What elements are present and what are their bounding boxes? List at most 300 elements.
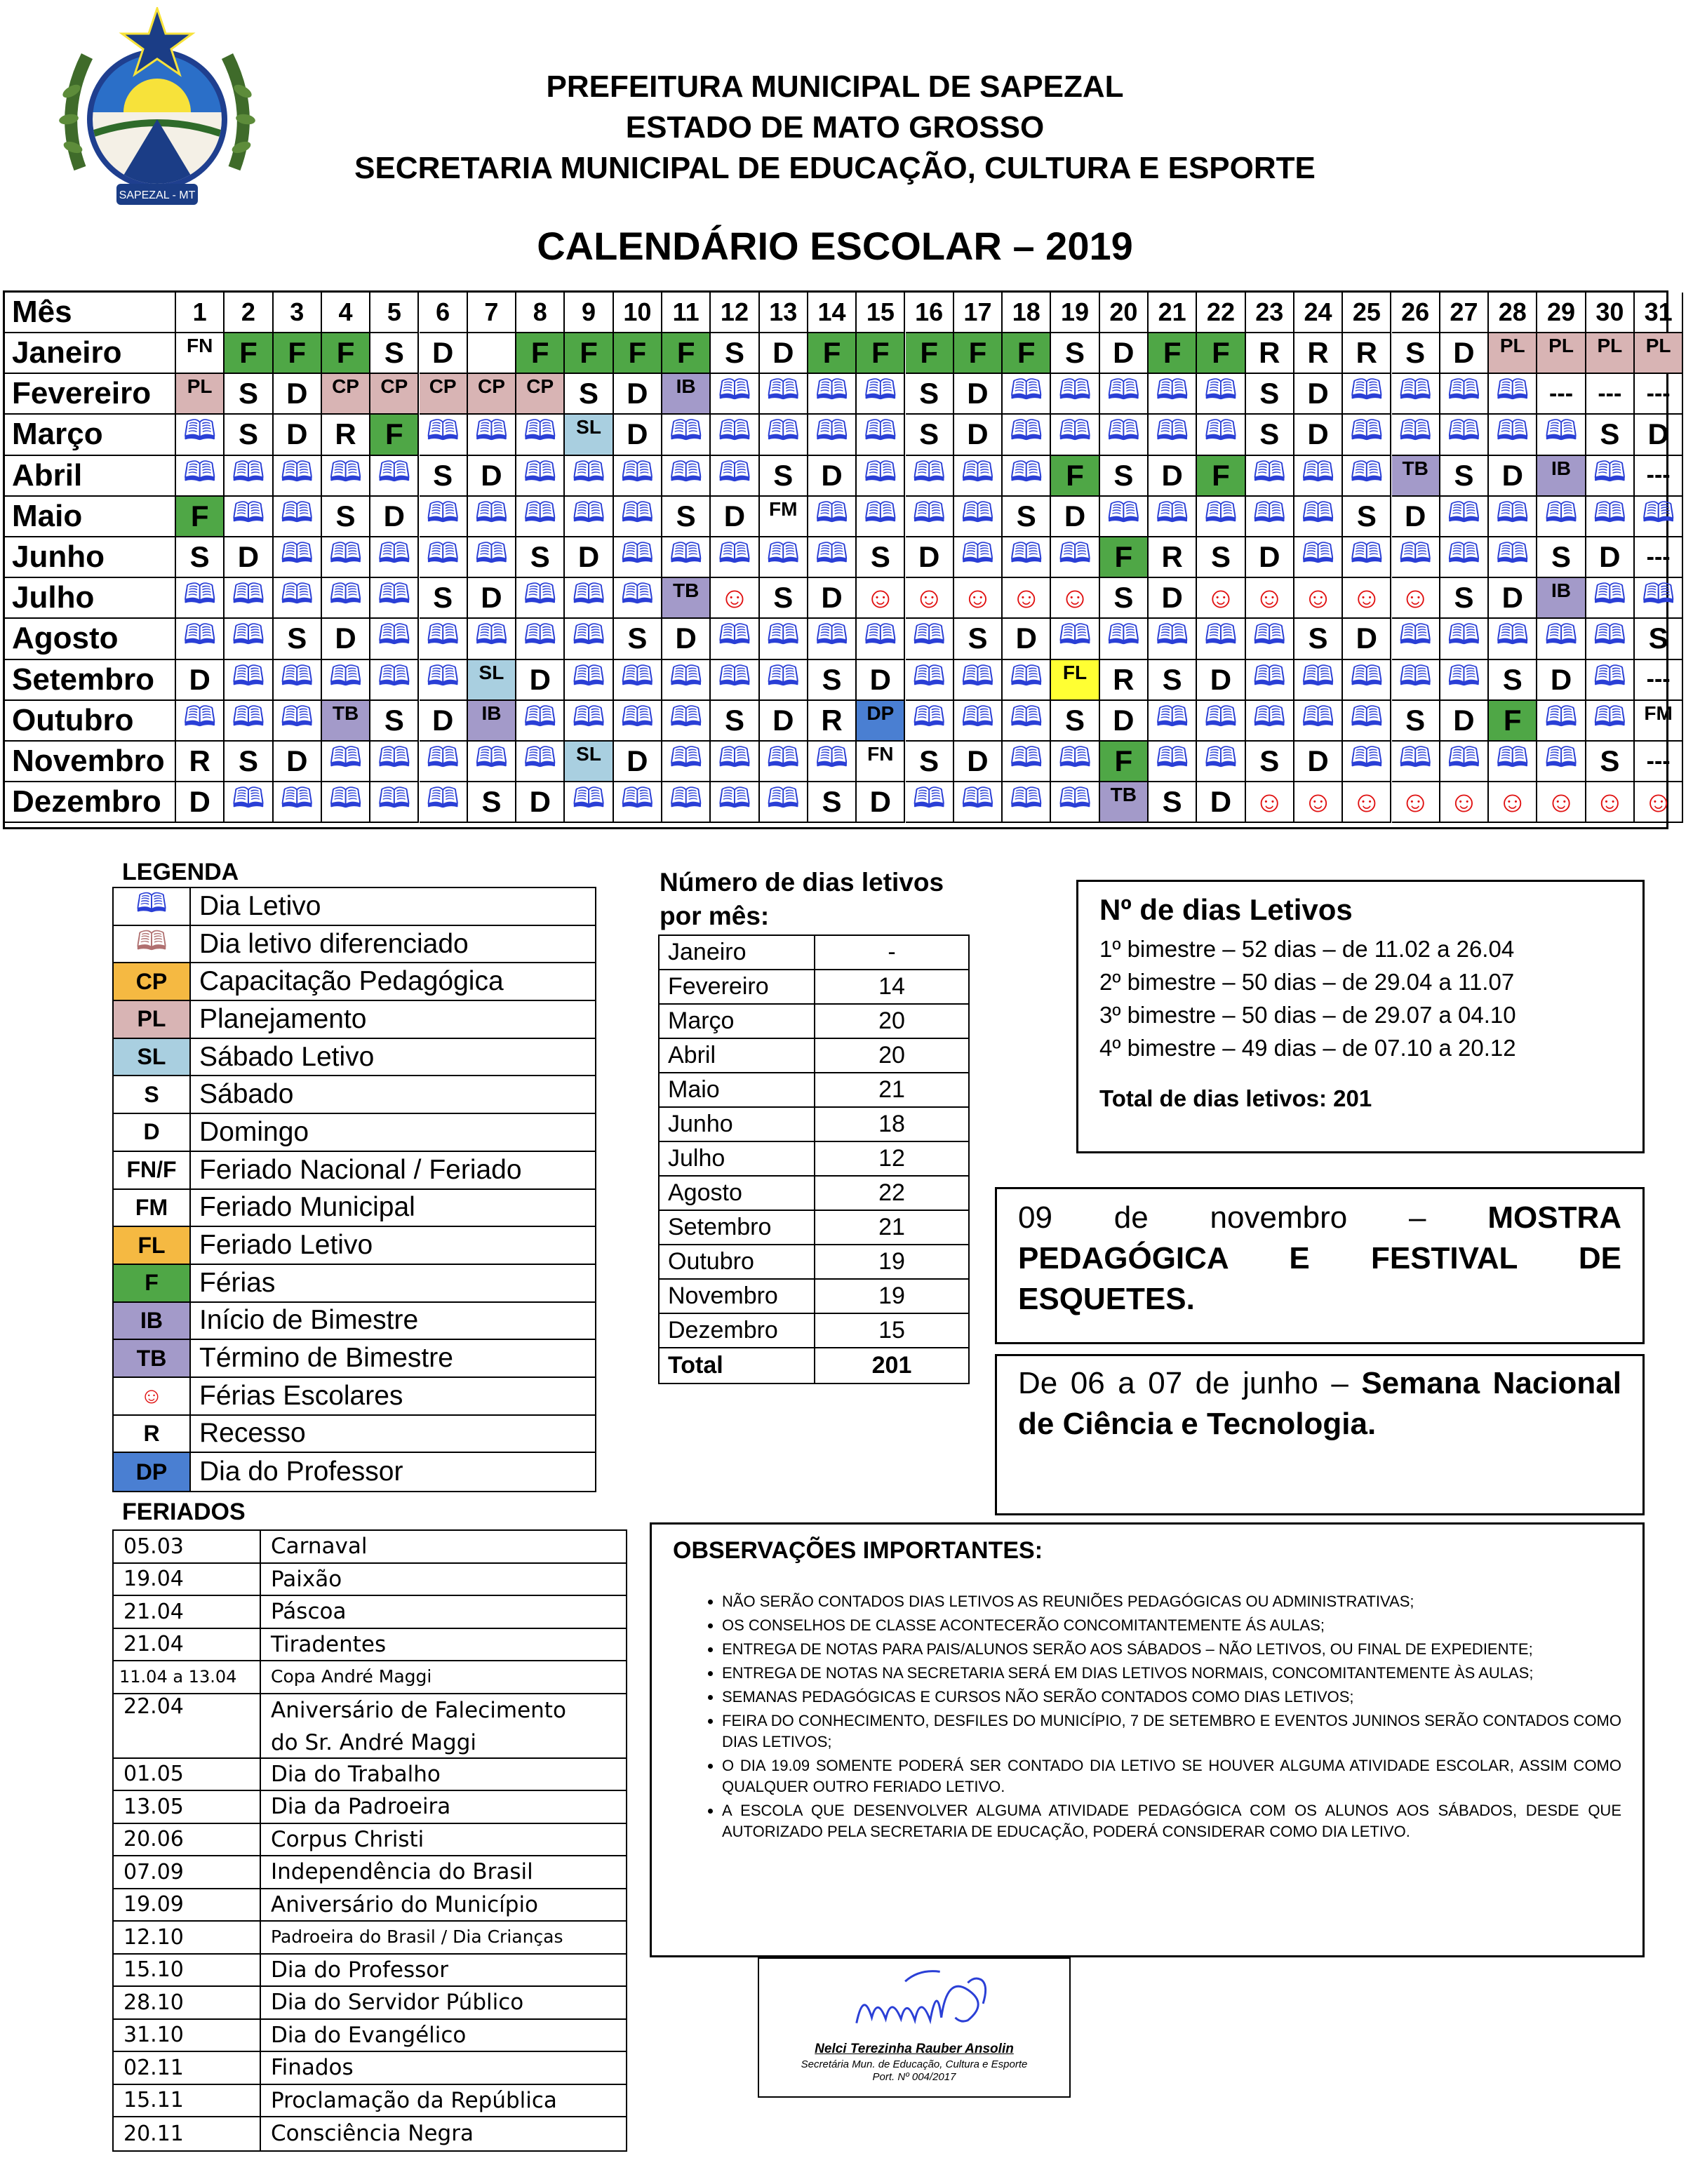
book-icon: 🕮 [572, 497, 605, 528]
feriado-row [114, 1531, 626, 1564]
month-name: Abril [5, 456, 176, 497]
legend-row [114, 963, 595, 1001]
dias-mes-row [660, 1039, 968, 1073]
book-icon: 🕮 [114, 926, 191, 963]
calendar-day-cell [1440, 660, 1489, 701]
book-icon: 🕮 [183, 579, 217, 610]
calendar-day-cell [614, 660, 662, 701]
calendar-day-cell [711, 660, 759, 701]
feriado-row [114, 2020, 626, 2053]
observacao-item: • A ESCOLA QUE DESENVOLVER ALGUMA ATIVIDADE PEDAGÓGICA COM OS ALUNOS AOS SÁBADOS, DESDE QUE AUTORIZADO PELA SECRETARIA DE EDUCAÇÃO, PODERÁ CONSIDERAR COMO DIA LETIVO. [722, 1800, 1621, 1842]
book-icon: 🕮 [1252, 660, 1286, 692]
calendar-day-cell: TB [1392, 456, 1440, 497]
book-icon: 🕮 [280, 538, 314, 570]
calendar-day-cell [274, 537, 322, 578]
day-number-header: 15 [857, 293, 905, 333]
book-icon: 🕮 [620, 497, 654, 528]
legend-code: S [114, 1076, 191, 1113]
calendar-day-cell [662, 782, 711, 823]
calendar-day-cell [420, 415, 468, 455]
book-icon: 🕮 [377, 742, 411, 774]
dias-mes-count: 201 [871, 1352, 912, 1379]
day-number-header: 16 [906, 293, 954, 333]
calendar-day-cell: --- [1635, 537, 1683, 578]
feriado-name: Corpus Christi [271, 1826, 424, 1852]
calendar-day-cell [420, 782, 468, 823]
dias-mes-count: 19 [878, 1248, 905, 1275]
calendar-day-cell: F [1197, 333, 1245, 374]
book-icon: 🕮 [572, 456, 605, 488]
day-number-header: 14 [808, 293, 857, 333]
calendar-day-cell: F [516, 333, 565, 374]
legend-description: Feriado Letivo [199, 1230, 373, 1261]
book-icon: 🕮 [280, 783, 314, 815]
book-icon: 🕮 [280, 497, 314, 528]
calendar-day-cell: D [857, 660, 905, 701]
observacoes-box: OBSERVAÇÕES IMPORTANTES: • NÃO SERÃO CONTADOS DIAS LETIVOS AS REUNIÕES PEDAGÓGICAS OU ADMINISTRATIVAS; • OS CONSELHOS DE CLASSE ACONTECERÃO CONCOMITANTEMENTE ÁS AULAS; • ENTREGA DE NOTAS PARA PAIS/ALUNOS SERÃO AOS SÁBADOS – NÃO LETIVOS, OU FINAL DE EXPEDIENTE; • ENTREGA DE NOTAS NA SECRETARIA SERÁ EM DIAS LETIVOS NORMAIS, CONCOMITANTEMENTE ÀS AULAS; • SEMANAS PEDAGÓGICAS E CURSOS NÃO SERÃO CONTADOS COMO DIAS LETIVOS; • FEIRA DO CONHECIMENTO, DESFILES DO MUNICÍPIO, 7 DE SETEMBRO E EVENTOS JUNINOS SERÃO CONTADOS COMO DIAS LETIVOS; • O DIA 19.09 SOMENTE PODERÁ SER CONTADO DIA LETIVO SE HOUVER ALGUMA ATIVIDADE ESCOLAR, ASSIM COMO QUALQUER OUTRO FERIADO LETIVO. • A ESCOLA QUE DESENVOLVER ALGUMA ATIVIDADE PEDAGÓGICA COM OS ALUNOS AOS SÁBADOS, DESDE QUE AUTORIZADO PELA SECRETARIA DE EDUCAÇÃO, PODERÁ CONSIDERAR COMO DIA LETIVO. [650, 1522, 1645, 1957]
book-icon: 🕮 [1106, 415, 1140, 447]
calendar-day-cell: IB [468, 701, 516, 742]
feriado-name: Dia do Evangélico [271, 2022, 467, 2048]
calendar-day-cell: S [1246, 415, 1294, 455]
calendar-day-cell: S [906, 374, 954, 415]
month-column-header: Mês [5, 293, 176, 333]
calendar-day-cell [1537, 701, 1586, 742]
calendar-day-cell: S [1489, 660, 1537, 701]
dias-mes-row [660, 1348, 968, 1383]
calendar-day-cell [516, 456, 565, 497]
calendar-day-cell [274, 782, 322, 823]
book-icon: 🕮 [1544, 742, 1578, 774]
calendar-day-cell [1051, 782, 1099, 823]
calendar-day-cell: S [1149, 660, 1197, 701]
calendar-day-cell: D [1343, 619, 1391, 659]
feriado-name: Independência do Brasil [271, 1859, 533, 1885]
bimestre-line: 2º bimestre – 50 dias – de 29.04 a 11.07 [1099, 969, 1515, 995]
feriado-row [114, 1856, 626, 1889]
month-name: Janeiro [5, 333, 176, 374]
book-icon: 🕮 [426, 415, 460, 447]
book-icon: 🕮 [1010, 415, 1043, 447]
calendar-day-cell [662, 456, 711, 497]
calendar-day-cell: S [857, 537, 905, 578]
book-icon: 🕮 [183, 415, 217, 447]
book-icon: 🕮 [1252, 497, 1286, 528]
legend-description: Dia Letivo [199, 890, 321, 921]
book-icon: 🕮 [1010, 456, 1043, 488]
calendar-day-cell [1003, 537, 1051, 578]
calendar-day-cell: F [1489, 701, 1537, 742]
calendar-day-cell [662, 660, 711, 701]
observacao-item: • SEMANAS PEDAGÓGICAS E CURSOS NÃO SERÃO CONTADOS COMO DIAS LETIVOS; [722, 1687, 1621, 1708]
bimestre-line: 4º bimestre – 49 dias – de 07.10 a 20.12 [1099, 1035, 1516, 1061]
book-icon: 🕮 [912, 660, 946, 692]
calendar-day-cell: IB [1537, 456, 1586, 497]
calendar-day-cell: DP [857, 701, 905, 742]
book-icon: 🕮 [620, 579, 654, 610]
book-icon: 🕮 [718, 415, 751, 447]
calendar-day-cell [1100, 497, 1149, 537]
calendar-day-cell: S [1440, 578, 1489, 619]
legend-description: Sábado [199, 1079, 294, 1110]
book-icon: 🕮 [1447, 375, 1481, 406]
calendar-day-cell [1051, 415, 1099, 455]
book-icon: 🕮 [426, 497, 460, 528]
calendar-day-cell [1294, 578, 1343, 619]
calendar-day-cell [954, 660, 1003, 701]
dias-por-mes-title-line1: Número de dias letivos [660, 868, 944, 897]
dias-mes-month: Março [660, 1005, 815, 1038]
calendar-day-cell: D [857, 782, 905, 823]
calendar-day-cell: FN [857, 742, 905, 782]
book-icon: 🕮 [815, 415, 849, 447]
book-icon: 🕮 [961, 783, 995, 815]
legend-description: Capacitação Pedagógica [199, 966, 504, 997]
calendar-day-cell [1100, 415, 1149, 455]
calendar-day-cell: SL [468, 660, 516, 701]
calendar-day-cell [516, 742, 565, 782]
calendar-day-cell [662, 742, 711, 782]
book-icon: 🕮 [912, 456, 946, 488]
book-icon: 🕮 [1010, 701, 1043, 732]
calendar-day-cell [1003, 742, 1051, 782]
calendar-day-cell [468, 415, 516, 455]
book-icon: 🕮 [377, 538, 411, 570]
calendar-day-cell [954, 782, 1003, 823]
calendar-day-cell [176, 578, 225, 619]
calendar-day-cell: D [808, 456, 857, 497]
calendar-day-cell [1343, 415, 1391, 455]
calendar-day-cell: F [322, 333, 370, 374]
book-icon: 🕮 [523, 456, 557, 488]
month-name: Agosto [5, 619, 176, 659]
calendar-day-cell: FM [1635, 701, 1683, 742]
dias-por-mes-table [658, 934, 970, 1384]
calendar-day-cell [1003, 701, 1051, 742]
calendar-day-cell [1051, 374, 1099, 415]
calendar-day-cell [1440, 742, 1489, 782]
feriado-date: 02.11 [114, 2052, 261, 2084]
calendar-day-cell: PL [1635, 333, 1683, 374]
book-icon: 🕮 [1447, 415, 1481, 447]
calendar-day-cell: S [614, 619, 662, 659]
calendar-day-cell: D [662, 619, 711, 659]
calendar-day-cell [565, 660, 613, 701]
calendar-day-cell [1537, 782, 1586, 823]
calendar-day-cell [468, 619, 516, 659]
smiley-icon: ☺ [114, 1378, 191, 1414]
smiley-icon: ☺ [1254, 581, 1285, 615]
book-icon: 🕮 [1350, 415, 1384, 447]
book-icon: 🕮 [572, 660, 605, 692]
book-icon: 🕮 [1447, 619, 1481, 651]
month-name: Dezembro [5, 782, 176, 823]
calendar-day-cell: D [1197, 782, 1245, 823]
book-icon: 🕮 [232, 497, 265, 528]
calendar-day-cell: D [1392, 497, 1440, 537]
calendar-day-cell: S [906, 742, 954, 782]
feriado-name: Dia do Professor [271, 1957, 449, 1983]
calendar-day-cell [1635, 497, 1683, 537]
calendar-day-cell: D [1294, 742, 1343, 782]
book-icon: 🕮 [1010, 538, 1043, 570]
book-icon: 🕮 [328, 579, 363, 610]
calendar-day-cell [468, 537, 516, 578]
calendar-day-cell [1343, 578, 1391, 619]
calendar-day-cell [1392, 782, 1440, 823]
smiley-icon: ☺ [1497, 785, 1528, 819]
book-icon: 🕮 [474, 497, 509, 528]
legend-code: R [114, 1416, 191, 1452]
book-icon: 🕮 [232, 701, 265, 732]
feriado-row [114, 1564, 626, 1597]
legend-description: Férias Escolares [199, 1380, 403, 1411]
book-icon: 🕮 [232, 783, 265, 815]
calendar-day-cell: CP [370, 374, 419, 415]
book-icon: 🕮 [1544, 415, 1578, 447]
calendar-day-cell: S [954, 619, 1003, 659]
dias-mes-row [660, 1073, 968, 1108]
calendar-day-cell: D [954, 415, 1003, 455]
book-icon: 🕮 [1301, 660, 1335, 692]
calendar-day-cell: S [1100, 578, 1149, 619]
book-icon: 🕮 [232, 456, 265, 488]
dias-mes-month: Abril [660, 1039, 815, 1072]
calendar-day-cell [1051, 578, 1099, 619]
legend-code: IB [114, 1303, 191, 1339]
calendar-day-cell [468, 497, 516, 537]
calendar-day-cell [225, 578, 273, 619]
calendar-day-cell [1635, 782, 1683, 823]
book-icon: 🕮 [1058, 742, 1092, 774]
calendar-day-cell [1003, 374, 1051, 415]
calendar-day-cell [322, 456, 370, 497]
calendar-day-cell [1294, 660, 1343, 701]
legend-code: CP [114, 963, 191, 1000]
book-icon: 🕮 [523, 619, 557, 651]
legend-code: SL [114, 1039, 191, 1076]
book-icon: 🕮 [114, 888, 191, 925]
calendar-day-cell: SL [565, 415, 613, 455]
calendar-day-cell [1100, 374, 1149, 415]
calendar-day-cell [1392, 415, 1440, 455]
calendar-day-cell: D [468, 456, 516, 497]
calendar-day-cell [1392, 660, 1440, 701]
book-icon: 🕮 [912, 701, 946, 732]
feriado-name: Páscoa [271, 1599, 347, 1625]
dias-mes-count: 18 [878, 1111, 905, 1137]
calendar-day-cell [516, 497, 565, 537]
feriado-name: Dia do Trabalho [271, 1761, 441, 1787]
book-icon: 🕮 [328, 742, 363, 774]
book-icon: 🕮 [523, 415, 557, 447]
calendar-day-cell: S [370, 333, 419, 374]
book-icon: 🕮 [1398, 415, 1432, 447]
legend-description: Dia do Professor [199, 1456, 403, 1487]
calendar-day-cell: D [1003, 619, 1051, 659]
calendar-day-cell [1246, 578, 1294, 619]
dias-mes-count: 15 [878, 1317, 905, 1344]
smiley-icon: ☺ [1546, 785, 1577, 819]
book-icon: 🕮 [1204, 415, 1238, 447]
book-icon: 🕮 [815, 619, 849, 651]
calendar-day-cell: D [614, 415, 662, 455]
legend-description: Recesso [199, 1418, 306, 1449]
dias-mes-count: 20 [878, 1007, 905, 1034]
book-icon: 🕮 [1544, 701, 1578, 732]
book-icon: 🕮 [1496, 619, 1530, 651]
legend-row [114, 1227, 595, 1265]
calendar-day-cell: D [1149, 578, 1197, 619]
calendar-day-cell [1149, 742, 1197, 782]
calendar-day-cell [760, 742, 808, 782]
calendar-day-cell: S [1246, 742, 1294, 782]
book-icon: 🕮 [1398, 660, 1432, 692]
book-icon: 🕮 [864, 415, 897, 447]
book-icon: 🕮 [377, 783, 411, 815]
day-number-header: 25 [1343, 293, 1391, 333]
calendar-day-cell: S [1440, 456, 1489, 497]
calendar-day-cell [1440, 415, 1489, 455]
calendar-day-cell [1440, 374, 1489, 415]
book-icon: 🕮 [961, 701, 995, 732]
book-icon: 🕮 [1350, 375, 1384, 406]
smiley-icon: ☺ [1449, 785, 1479, 819]
feriado-date: 20.11 [114, 2117, 261, 2150]
dias-mes-row [660, 1314, 968, 1348]
dias-mes-row [660, 936, 968, 970]
legend-row [114, 1001, 595, 1039]
calendar-day-cell: S [468, 782, 516, 823]
calendar-day-cell [760, 619, 808, 659]
calendar-day-cell [1537, 415, 1586, 455]
calendar-day-cell [1537, 619, 1586, 659]
smiley-icon: ☺ [1059, 581, 1090, 615]
calendar-day-cell: D [954, 374, 1003, 415]
legend-row [114, 1378, 595, 1416]
feriado-row [114, 1824, 626, 1857]
calendar-day-cell [1343, 782, 1391, 823]
book-icon: 🕮 [1156, 375, 1189, 406]
day-number-header: 1 [176, 293, 225, 333]
book-icon: 🕮 [1252, 701, 1286, 732]
calendar-day-cell [808, 619, 857, 659]
calendar-day-cell [954, 537, 1003, 578]
day-number-header: 28 [1489, 293, 1537, 333]
calendar-day-cell: F [662, 333, 711, 374]
dias-mes-count: 22 [878, 1179, 905, 1206]
calendar-day-cell: S [1100, 456, 1149, 497]
calendar-day-cell [1586, 456, 1635, 497]
calendar-day-cell [565, 701, 613, 742]
legend-row [114, 1416, 595, 1454]
calendar-day-cell [420, 497, 468, 537]
calendar-day-cell [1294, 782, 1343, 823]
calendar-day-cell: S [662, 497, 711, 537]
feriado-name: Proclamação da República [271, 2087, 557, 2113]
calendar-day-cell [1489, 782, 1537, 823]
calendar-day-cell: D [420, 701, 468, 742]
feriado-name: Paixão [271, 1566, 342, 1592]
calendar-day-cell: D [1100, 701, 1149, 742]
legend-code: PL [114, 1001, 191, 1038]
calendar-day-cell [1149, 497, 1197, 537]
book-icon: 🕮 [1301, 538, 1335, 570]
calendar-day-cell [1586, 782, 1635, 823]
book-icon: 🕮 [1350, 456, 1384, 488]
book-icon: 🕮 [1544, 497, 1578, 528]
book-icon: 🕮 [766, 783, 800, 815]
calendar-day-cell: D [1489, 456, 1537, 497]
calendar-day-cell [808, 415, 857, 455]
legend-row [114, 1076, 595, 1114]
dias-mes-row [660, 1142, 968, 1177]
calendar-day-cell: D [614, 742, 662, 782]
feriado-name: Consciência Negra [271, 2121, 474, 2147]
day-number-header: 2 [225, 293, 273, 333]
book-icon: 🕮 [1301, 456, 1335, 488]
calendar-day-cell [1197, 742, 1245, 782]
calendar-day-cell: D [516, 660, 565, 701]
calendar-day-cell: D [565, 537, 613, 578]
calendar-day-cell [225, 619, 273, 659]
calendar-day-cell [1343, 537, 1391, 578]
book-icon: 🕮 [766, 619, 800, 651]
signature-portaria: Port. Nº 004/2017 [872, 2071, 956, 2083]
calendar-grid [3, 290, 1675, 829]
legend-row [114, 1340, 595, 1378]
book-icon: 🕮 [1106, 375, 1140, 406]
signature-role: Secretária Mun. de Educação, Cultura e Esporte [801, 2058, 1028, 2070]
calendar-day-cell: D [1100, 333, 1149, 374]
feriado-row [114, 1759, 626, 1792]
dias-mes-row [660, 1177, 968, 1211]
book-icon: 🕮 [912, 497, 946, 528]
calendar-day-cell [370, 782, 419, 823]
bimestres-box [1076, 880, 1645, 1153]
calendar-day-cell [1003, 415, 1051, 455]
feriado-row [114, 1596, 626, 1629]
dias-mes-month: Dezembro [660, 1314, 815, 1347]
book-icon: 🕮 [669, 538, 703, 570]
day-number-header: 30 [1586, 293, 1635, 333]
day-number-header: 7 [468, 293, 516, 333]
book-icon: 🕮 [1058, 415, 1092, 447]
day-number-header: 4 [322, 293, 370, 333]
book-icon: 🕮 [718, 783, 751, 815]
calendar-day-cell: D [370, 497, 419, 537]
calendar-day-cell [370, 660, 419, 701]
book-icon: 🕮 [961, 660, 995, 692]
book-icon: 🕮 [718, 742, 751, 774]
feriado-date: 22.04 [114, 1694, 261, 1757]
book-icon: 🕮 [766, 375, 800, 406]
book-icon: 🕮 [328, 456, 363, 488]
calendar-day-cell [370, 456, 419, 497]
calendar-day-cell [274, 497, 322, 537]
calendar-day-cell: S [274, 619, 322, 659]
book-icon: 🕮 [572, 783, 605, 815]
calendar-day-cell [857, 497, 905, 537]
crest-text: SAPEZAL - MT [119, 189, 196, 201]
smiley-icon: ☺ [1011, 581, 1042, 615]
calendar-day-cell: F [225, 333, 273, 374]
book-icon: 🕮 [1010, 783, 1043, 815]
book-icon: 🕮 [1496, 497, 1530, 528]
signature-scribble [759, 1962, 1069, 2039]
calendar-day-cell [1586, 660, 1635, 701]
calendar-day-cell: S [516, 537, 565, 578]
